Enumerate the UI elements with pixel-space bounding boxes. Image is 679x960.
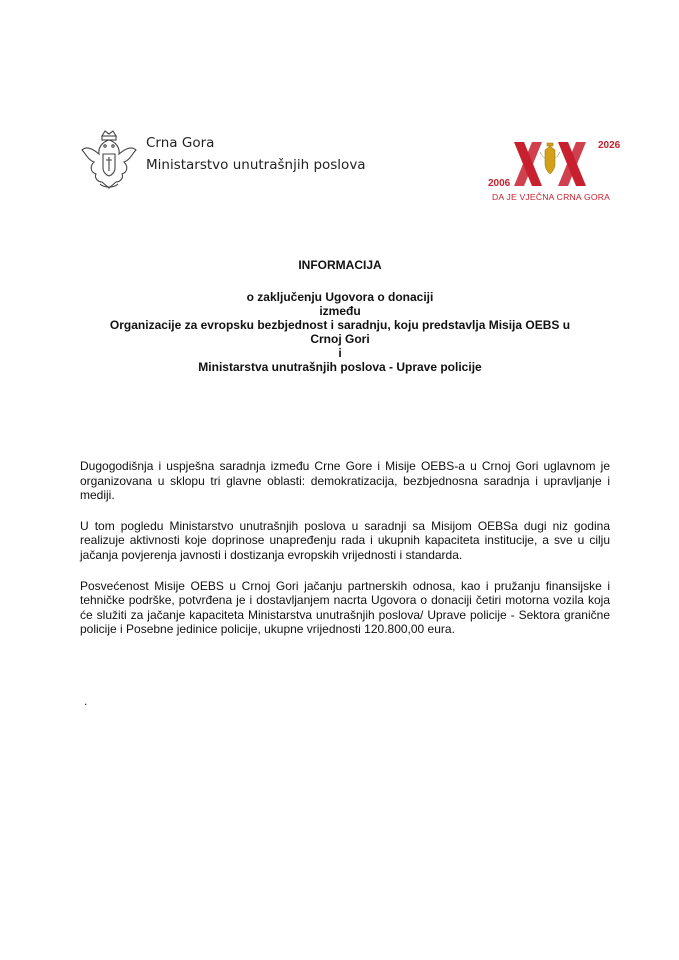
title-line: Ministarstva unutrašnjih poslova - Uprave policije [198, 360, 482, 374]
title-line: između [319, 304, 361, 318]
jubilee-xx-icon [512, 136, 602, 192]
document-header [0, 0, 679, 220]
title-line: Organizacije za evropsku bezbjednost i saradnju, koju predstavlja Misija OEBS u [109, 318, 571, 332]
body-paragraph: Posvećenost Misije OEBS u Crnoj Gori jačanju partnerskih odnosa, kao i pružanju finansijske i tehničke podrške, potvrđena je i dostavljanjem nacrta Ugovora o donaciji četiri motorna vozila koja će služiti za jačanje kapaciteta Ministarstva unutrašnjih poslova/ Uprave policije - Sektora granične policije i Posebne jedinice policije, ukupne vrijednosti 120.800,00 eura. [80, 578, 610, 637]
title-line: i [338, 346, 342, 360]
title-line: o zaključenju Ugovora o donaciji [246, 290, 434, 304]
trailing-mark: . [84, 694, 88, 708]
title-main: INFORMACIJA [298, 258, 382, 272]
body-paragraph: U tom pogledu Ministarstvo unutrašnjih poslova u saradnji sa Misijom OEBSa dugi niz godina realizuje aktivnosti koje doprinose unapređenju rada i ukupnih kapaciteta institucije, a sve u cilju jačanja povjerenja javnosti i dostizanja evropskih vrijednosti i standarda. [80, 518, 610, 562]
jubilee-year-end: 2026 [598, 140, 621, 151]
ministry-name: Ministarstvo unutrašnjih poslova [146, 157, 366, 173]
jubilee-tagline: DA JE VJEČNA CRNA GORA [492, 192, 611, 202]
country-name: Crna Gora [146, 135, 215, 151]
coat-of-arms-icon [80, 128, 138, 194]
organization-name [146, 132, 366, 176]
body-paragraph: Dugogodišnja i uspješna saradnja između Crne Gore i Misije OEBS-a u Crnoj Gori uglavnom je organizovana u sklopu tri glavne oblasti: demokratizacija, bezbjednosna saradnja i upravljanje i mediji. [80, 459, 610, 503]
document-body [80, 459, 610, 653]
jubilee-year-start: 2006 [488, 178, 511, 189]
jubilee-logo [488, 132, 628, 208]
document-title [80, 258, 600, 374]
title-line: Crnoj Gori [310, 332, 370, 346]
